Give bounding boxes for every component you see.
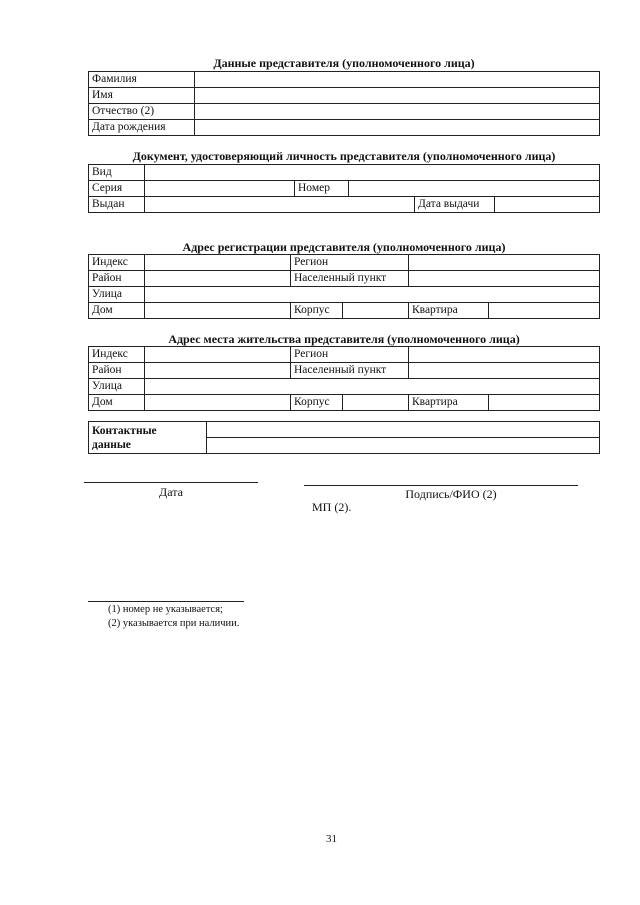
section-title-registration-address: Адрес регистрации представителя (уполномоченного лица) — [182, 240, 506, 254]
signature-caption: Подпись/ФИО (2) — [405, 487, 497, 501]
res-index-label: Индекс — [89, 347, 145, 363]
doc-number-label: Номер — [295, 181, 349, 197]
reg-house-label: Дом — [89, 303, 145, 319]
table-row — [89, 120, 600, 136]
doc-type-label: Вид — [89, 165, 145, 181]
res-building-field[interactable] — [343, 395, 409, 411]
res-building-label: Корпус — [291, 395, 343, 411]
res-district-label: Район — [89, 363, 145, 379]
reg-district-label: Район — [89, 271, 145, 287]
reg-street-field[interactable] — [145, 287, 600, 303]
table-row — [89, 422, 600, 438]
table-row — [89, 303, 600, 319]
table-row — [89, 379, 600, 395]
reg-house-field[interactable] — [145, 303, 291, 319]
res-street-field[interactable] — [145, 379, 600, 395]
res-apartment-label: Квартира — [409, 395, 489, 411]
surname-field[interactable] — [195, 72, 600, 88]
reg-index-label: Индекс — [89, 255, 145, 271]
res-index-field[interactable] — [145, 347, 291, 363]
page-number: 31 — [326, 833, 337, 845]
reg-building-field[interactable] — [343, 303, 409, 319]
section-title-representative: Данные представителя (уполномоченного лица) — [213, 56, 475, 70]
table-row — [89, 395, 600, 411]
birthdate-field[interactable] — [195, 120, 600, 136]
table-row — [89, 104, 600, 120]
patronymic-label: Отчество (2) — [89, 104, 195, 120]
reg-index-field[interactable] — [145, 255, 291, 271]
contacts-label-line1: Контактные — [92, 424, 157, 437]
patronymic-field[interactable] — [195, 104, 600, 120]
table-row — [89, 287, 600, 303]
table-row — [89, 88, 600, 104]
residence-address-table — [88, 346, 600, 411]
res-apartment-field[interactable] — [489, 395, 600, 411]
res-region-label: Регион — [291, 347, 409, 363]
section-title-id-document: Документ, удостоверяющий личность представителя (уполномоченного лица) — [132, 149, 556, 163]
table-row — [89, 255, 600, 271]
contacts-label-line2: данные — [92, 438, 131, 451]
reg-apartment-label: Квартира — [409, 303, 489, 319]
name-field[interactable] — [195, 88, 600, 104]
res-locality-field[interactable] — [409, 363, 600, 379]
reg-region-field[interactable] — [409, 255, 600, 271]
reg-locality-label: Населенный пункт — [291, 271, 409, 287]
stamp-place-label: МП (2). — [312, 500, 352, 514]
reg-apartment-field[interactable] — [489, 303, 600, 319]
table-row — [89, 197, 600, 213]
doc-issuer-field[interactable] — [145, 197, 415, 213]
res-house-label: Дом — [89, 395, 145, 411]
res-region-field[interactable] — [409, 347, 600, 363]
date-caption: Дата — [159, 485, 183, 499]
doc-issuer-label: Выдан — [89, 197, 145, 213]
surname-label: Фамилия — [89, 72, 195, 88]
doc-issue-date-label: Дата выдачи — [415, 197, 495, 213]
signature-line — [304, 485, 578, 486]
contacts-field-2[interactable] — [207, 438, 600, 454]
reg-building-label: Корпус — [291, 303, 343, 319]
contacts-field-1[interactable] — [207, 422, 600, 438]
table-row — [89, 271, 600, 287]
footnote-1: (1) номер не указывается; — [108, 604, 223, 615]
representative-table — [88, 71, 600, 136]
doc-type-field[interactable] — [145, 165, 600, 181]
table-row — [89, 363, 600, 379]
reg-region-label: Регион — [291, 255, 409, 271]
footnote-separator — [88, 601, 244, 602]
table-row — [89, 181, 600, 197]
section-title-residence-address: Адрес места жительства представителя (уполномоченного лица) — [168, 332, 520, 346]
name-label: Имя — [89, 88, 195, 104]
table-row — [89, 347, 600, 363]
footnote-2: (2) указывается при наличии. — [108, 618, 240, 629]
res-district-field[interactable] — [145, 363, 291, 379]
registration-address-table — [88, 254, 600, 319]
doc-issue-date-field[interactable] — [495, 197, 600, 213]
doc-number-field[interactable] — [349, 181, 600, 197]
birthdate-label: Дата рождения — [89, 120, 195, 136]
res-house-field[interactable] — [145, 395, 291, 411]
table-row — [89, 72, 600, 88]
res-locality-label: Населенный пункт — [291, 363, 409, 379]
doc-series-field[interactable] — [145, 181, 295, 197]
id-document-table — [88, 164, 600, 213]
contacts-label — [89, 422, 207, 454]
contacts-table — [88, 421, 600, 454]
reg-street-label: Улица — [89, 287, 145, 303]
table-row — [89, 165, 600, 181]
reg-locality-field[interactable] — [409, 271, 600, 287]
reg-district-field[interactable] — [145, 271, 291, 287]
doc-series-label: Серия — [89, 181, 145, 197]
date-line — [84, 482, 258, 483]
res-street-label: Улица — [89, 379, 145, 395]
